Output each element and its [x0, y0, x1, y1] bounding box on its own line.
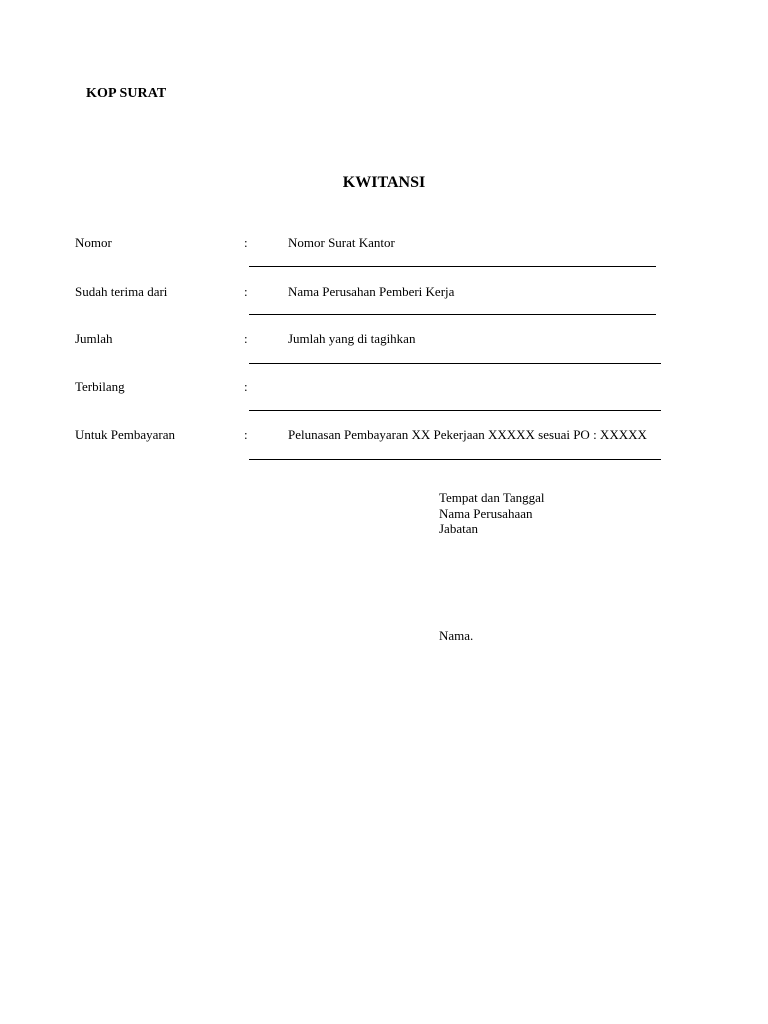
field-label: Jumlah — [75, 331, 113, 346]
field-label: Untuk Pembayaran — [75, 427, 176, 442]
signature-place-date: Tempat dan Tanggal — [439, 490, 545, 505]
field-underline — [249, 314, 656, 315]
document-title: KWITANSI — [342, 174, 426, 191]
field-underline — [249, 410, 661, 411]
signature-position: Jabatan — [439, 521, 478, 536]
field-separator: : — [244, 331, 248, 346]
field-underline — [249, 266, 656, 267]
field-underline — [249, 363, 661, 364]
field-row-untuk-pembayaran — [0, 427, 768, 487]
field-label: Sudah terima dari — [75, 284, 168, 299]
field-separator: : — [244, 284, 248, 299]
field-separator: : — [244, 427, 248, 442]
signature-name: Nama. — [439, 628, 474, 643]
field-value: Jumlah yang di tagihkan — [288, 331, 416, 346]
field-label: Nomor — [75, 235, 112, 250]
field-separator: : — [244, 235, 248, 250]
field-value: Nama Perusahan Pemberi Kerja — [288, 284, 455, 299]
field-value: Nomor Surat Kantor — [288, 235, 395, 250]
field-separator: : — [244, 379, 248, 394]
field-value: Pelunasan Pembayaran XX Pekerjaan XXXXX sesuai PO : XXXXX — [288, 427, 647, 442]
field-label: Terbilang — [75, 379, 125, 394]
letterhead-placeholder: KOP SURAT — [86, 86, 167, 101]
signature-company: Nama Perusahaan — [439, 505, 533, 521]
signature-block — [439, 490, 545, 537]
field-underline — [249, 459, 661, 460]
